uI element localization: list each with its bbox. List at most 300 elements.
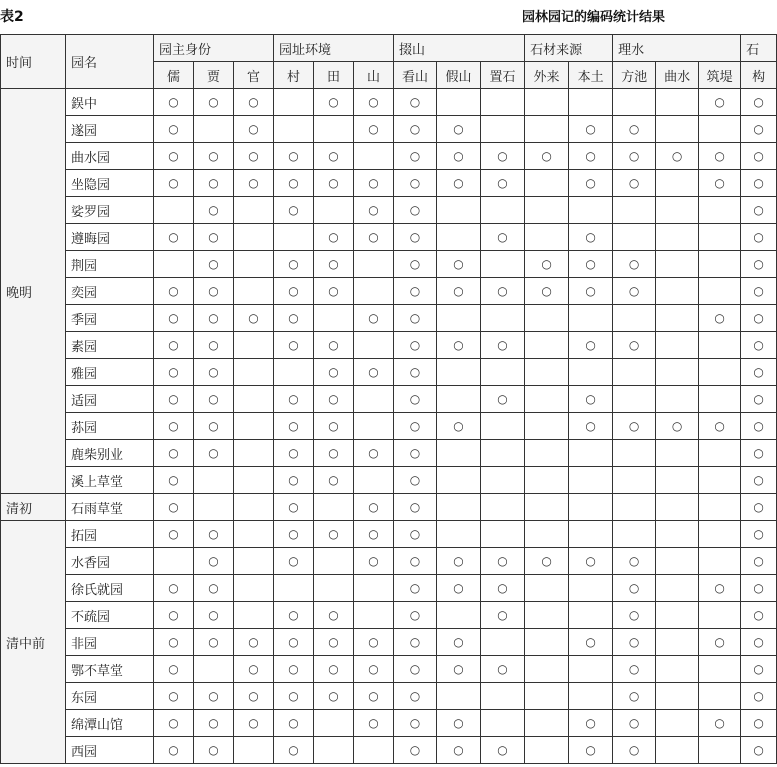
table-row <box>1 494 777 521</box>
circle-mark-icon: ○ <box>753 203 764 217</box>
mark-cell <box>314 89 354 116</box>
mark-cell <box>154 656 194 683</box>
circle-mark-icon: ○ <box>628 419 640 433</box>
mark-cell <box>154 170 194 197</box>
mark-cell <box>741 656 777 683</box>
circle-mark-icon: ○ <box>288 311 299 325</box>
garden-name-cell: 鹿柴别业 <box>66 440 154 467</box>
mark-cell <box>274 386 314 413</box>
circle-mark-icon: ○ <box>628 662 640 676</box>
mark-cell <box>314 467 354 494</box>
mark-cell <box>481 359 525 386</box>
circle-mark-icon: ○ <box>208 203 219 217</box>
mark-cell <box>154 737 194 764</box>
mark-cell <box>234 548 274 575</box>
mark-cell <box>274 332 314 359</box>
mark-cell <box>154 305 194 332</box>
table-row <box>1 116 777 143</box>
circle-mark-icon: ○ <box>328 635 339 649</box>
mark-cell <box>154 683 194 710</box>
table-row <box>1 656 777 683</box>
circle-mark-icon: ○ <box>168 338 179 352</box>
circle-mark-icon: ○ <box>168 608 179 622</box>
mark-cell <box>699 197 741 224</box>
mark-cell <box>656 440 699 467</box>
circle-mark-icon: ○ <box>168 95 179 109</box>
header-column: 构 <box>741 62 777 89</box>
mark-cell <box>699 170 741 197</box>
table-body <box>1 89 777 764</box>
mark-cell <box>481 251 525 278</box>
mark-cell <box>394 386 437 413</box>
circle-mark-icon: ○ <box>409 446 421 460</box>
mark-cell <box>394 683 437 710</box>
circle-mark-icon: ○ <box>168 230 179 244</box>
period-cell: 清初 <box>1 494 66 521</box>
circle-mark-icon: ○ <box>585 257 596 271</box>
garden-name-cell: 荆园 <box>66 251 154 278</box>
mark-cell <box>194 89 234 116</box>
mark-cell <box>274 629 314 656</box>
circle-mark-icon: ○ <box>208 176 219 190</box>
mark-cell <box>481 710 525 737</box>
mark-cell <box>741 494 777 521</box>
mark-cell <box>274 143 314 170</box>
garden-name-cell: 季园 <box>66 305 154 332</box>
mark-cell <box>613 440 656 467</box>
mark-cell <box>699 737 741 764</box>
circle-mark-icon: ○ <box>671 419 683 433</box>
circle-mark-icon: ○ <box>628 635 640 649</box>
mark-cell <box>354 467 394 494</box>
mark-cell <box>314 710 354 737</box>
mark-cell <box>656 197 699 224</box>
header-column: 筑堤 <box>699 62 741 89</box>
mark-cell <box>194 116 234 143</box>
circle-mark-icon: ○ <box>541 257 552 271</box>
mark-cell <box>569 251 613 278</box>
mark-cell <box>481 440 525 467</box>
mark-cell <box>656 278 699 305</box>
mark-cell <box>525 386 569 413</box>
mark-cell <box>481 278 525 305</box>
mark-cell <box>525 656 569 683</box>
circle-mark-icon: ○ <box>208 257 219 271</box>
circle-mark-icon: ○ <box>753 743 764 757</box>
mark-cell <box>699 386 741 413</box>
circle-mark-icon: ○ <box>714 95 725 109</box>
mark-cell <box>394 332 437 359</box>
mark-cell <box>699 143 741 170</box>
mark-cell <box>741 197 777 224</box>
circle-mark-icon: ○ <box>753 338 764 352</box>
mark-cell <box>154 89 194 116</box>
mark-cell <box>194 656 234 683</box>
mark-cell <box>194 710 234 737</box>
table-number: 表2 <box>0 9 24 25</box>
circle-mark-icon: ○ <box>328 608 339 622</box>
circle-mark-icon: ○ <box>368 635 379 649</box>
circle-mark-icon: ○ <box>409 473 421 487</box>
mark-cell <box>234 278 274 305</box>
mark-cell <box>656 251 699 278</box>
mark-cell <box>699 89 741 116</box>
garden-name-cell: 鋘中 <box>66 89 154 116</box>
circle-mark-icon: ○ <box>248 176 259 190</box>
mark-cell <box>481 656 525 683</box>
circle-mark-icon: ○ <box>628 338 640 352</box>
mark-cell <box>481 197 525 224</box>
mark-cell <box>656 116 699 143</box>
mark-cell <box>656 467 699 494</box>
mark-cell <box>656 656 699 683</box>
mark-cell <box>613 143 656 170</box>
mark-cell <box>234 683 274 710</box>
circle-mark-icon: ○ <box>328 392 339 406</box>
circle-mark-icon: ○ <box>288 500 299 514</box>
circle-mark-icon: ○ <box>409 689 421 703</box>
mark-cell <box>234 143 274 170</box>
mark-cell <box>613 683 656 710</box>
header-column: 本土 <box>569 62 613 89</box>
circle-mark-icon: ○ <box>248 122 259 136</box>
mark-cell <box>699 656 741 683</box>
mark-cell <box>314 251 354 278</box>
circle-mark-icon: ○ <box>409 284 421 298</box>
circle-mark-icon: ○ <box>409 581 421 595</box>
circle-mark-icon: ○ <box>168 149 179 163</box>
mark-cell <box>154 224 194 251</box>
mark-cell <box>437 278 481 305</box>
header-name: 园名 <box>66 35 154 89</box>
mark-cell <box>194 548 234 575</box>
table-row <box>1 143 777 170</box>
header-column: 假山 <box>437 62 481 89</box>
circle-mark-icon: ○ <box>714 419 725 433</box>
circle-mark-icon: ○ <box>585 284 596 298</box>
circle-mark-icon: ○ <box>368 95 379 109</box>
mark-cell <box>394 413 437 440</box>
circle-mark-icon: ○ <box>288 635 299 649</box>
circle-mark-icon: ○ <box>453 635 464 649</box>
mark-cell <box>274 602 314 629</box>
mark-cell <box>569 548 613 575</box>
mark-cell <box>437 305 481 332</box>
mark-cell <box>274 197 314 224</box>
mark-cell <box>437 494 481 521</box>
circle-mark-icon: ○ <box>753 122 764 136</box>
mark-cell <box>234 737 274 764</box>
garden-name-cell: 娑罗园 <box>66 197 154 224</box>
circle-mark-icon: ○ <box>453 149 464 163</box>
mark-cell <box>656 359 699 386</box>
mark-cell <box>194 224 234 251</box>
circle-mark-icon: ○ <box>208 230 219 244</box>
period-cell: 清中前 <box>1 521 66 764</box>
mark-cell <box>699 521 741 548</box>
mark-cell <box>741 710 777 737</box>
mark-cell <box>394 548 437 575</box>
mark-cell <box>194 170 234 197</box>
mark-cell <box>613 386 656 413</box>
mark-cell <box>437 521 481 548</box>
circle-mark-icon: ○ <box>288 392 299 406</box>
circle-mark-icon: ○ <box>628 554 640 568</box>
garden-name-cell: 不疏园 <box>66 602 154 629</box>
mark-cell <box>613 251 656 278</box>
mark-cell <box>394 89 437 116</box>
mark-cell <box>274 521 314 548</box>
mark-cell <box>314 440 354 467</box>
circle-mark-icon: ○ <box>288 662 299 676</box>
circle-mark-icon: ○ <box>753 608 764 622</box>
circle-mark-icon: ○ <box>628 122 640 136</box>
circle-mark-icon: ○ <box>753 662 764 676</box>
circle-mark-icon: ○ <box>585 743 596 757</box>
mark-cell <box>154 413 194 440</box>
circle-mark-icon: ○ <box>288 473 299 487</box>
circle-mark-icon: ○ <box>409 527 421 541</box>
mark-cell <box>314 116 354 143</box>
garden-name-cell: 溪上草堂 <box>66 467 154 494</box>
circle-mark-icon: ○ <box>368 662 379 676</box>
circle-mark-icon: ○ <box>368 176 379 190</box>
mark-cell <box>741 278 777 305</box>
circle-mark-icon: ○ <box>368 365 379 379</box>
mark-cell <box>394 629 437 656</box>
mark-cell <box>194 683 234 710</box>
mark-cell <box>613 737 656 764</box>
garden-name-cell: 绵潭山馆 <box>66 710 154 737</box>
header-column: 方池 <box>613 62 656 89</box>
mark-cell <box>194 629 234 656</box>
mark-cell <box>481 89 525 116</box>
circle-mark-icon: ○ <box>497 230 508 244</box>
mark-cell <box>354 710 394 737</box>
mark-cell <box>354 656 394 683</box>
mark-cell <box>741 683 777 710</box>
circle-mark-icon: ○ <box>585 716 596 730</box>
circle-mark-icon: ○ <box>288 284 299 298</box>
mark-cell <box>194 413 234 440</box>
mark-cell <box>525 737 569 764</box>
mark-cell <box>394 359 437 386</box>
mark-cell <box>525 413 569 440</box>
mark-cell <box>656 224 699 251</box>
circle-mark-icon: ○ <box>753 311 764 325</box>
garden-name-cell: 素园 <box>66 332 154 359</box>
mark-cell <box>314 332 354 359</box>
circle-mark-icon: ○ <box>714 149 725 163</box>
mark-cell <box>354 332 394 359</box>
mark-cell <box>194 359 234 386</box>
mark-cell <box>741 143 777 170</box>
circle-mark-icon: ○ <box>288 689 299 703</box>
garden-name-cell: 石雨草堂 <box>66 494 154 521</box>
mark-cell <box>154 116 194 143</box>
circle-mark-icon: ○ <box>409 608 421 622</box>
circle-mark-icon: ○ <box>497 284 508 298</box>
table-row <box>1 683 777 710</box>
circle-mark-icon: ○ <box>368 500 379 514</box>
circle-mark-icon: ○ <box>208 392 219 406</box>
circle-mark-icon: ○ <box>753 446 764 460</box>
mark-cell <box>569 656 613 683</box>
mark-cell <box>699 575 741 602</box>
table-row <box>1 602 777 629</box>
circle-mark-icon: ○ <box>328 284 339 298</box>
circle-mark-icon: ○ <box>753 635 764 649</box>
circle-mark-icon: ○ <box>328 419 339 433</box>
mark-cell <box>314 683 354 710</box>
mark-cell <box>394 521 437 548</box>
mark-cell <box>154 359 194 386</box>
mark-cell <box>234 386 274 413</box>
mark-cell <box>656 386 699 413</box>
table-row <box>1 629 777 656</box>
mark-cell <box>154 710 194 737</box>
mark-cell <box>569 332 613 359</box>
circle-mark-icon: ○ <box>328 95 339 109</box>
circle-mark-icon: ○ <box>409 392 421 406</box>
mark-cell <box>194 332 234 359</box>
mark-cell <box>354 683 394 710</box>
circle-mark-icon: ○ <box>541 284 552 298</box>
mark-cell <box>525 278 569 305</box>
table-row <box>1 575 777 602</box>
mark-cell <box>234 656 274 683</box>
mark-cell <box>437 332 481 359</box>
mark-cell <box>613 116 656 143</box>
circle-mark-icon: ○ <box>208 365 219 379</box>
mark-cell <box>656 629 699 656</box>
circle-mark-icon: ○ <box>453 419 464 433</box>
mark-cell <box>437 467 481 494</box>
mark-cell <box>741 737 777 764</box>
circle-mark-icon: ○ <box>628 608 640 622</box>
mark-cell <box>394 602 437 629</box>
mark-cell <box>354 548 394 575</box>
mark-cell <box>274 170 314 197</box>
mark-cell <box>481 116 525 143</box>
table-row <box>1 440 777 467</box>
mark-cell <box>354 116 394 143</box>
circle-mark-icon: ○ <box>753 176 764 190</box>
circle-mark-icon: ○ <box>628 743 640 757</box>
mark-cell <box>234 575 274 602</box>
mark-cell <box>437 737 481 764</box>
mark-cell <box>699 602 741 629</box>
mark-cell <box>274 305 314 332</box>
circle-mark-icon: ○ <box>208 689 219 703</box>
mark-cell <box>656 494 699 521</box>
circle-mark-icon: ○ <box>208 554 219 568</box>
mark-cell <box>613 656 656 683</box>
circle-mark-icon: ○ <box>168 635 179 649</box>
mark-cell <box>234 251 274 278</box>
mark-cell <box>274 467 314 494</box>
circle-mark-icon: ○ <box>497 743 508 757</box>
mark-cell <box>699 629 741 656</box>
mark-cell <box>741 224 777 251</box>
mark-cell <box>234 197 274 224</box>
mark-cell <box>613 197 656 224</box>
circle-mark-icon: ○ <box>368 122 379 136</box>
mark-cell <box>394 656 437 683</box>
garden-name-cell: 曲水园 <box>66 143 154 170</box>
mark-cell <box>394 575 437 602</box>
garden-name-cell: 荪园 <box>66 413 154 440</box>
mark-cell <box>354 575 394 602</box>
mark-cell <box>234 305 274 332</box>
mark-cell <box>656 521 699 548</box>
table-row <box>1 467 777 494</box>
header-column: 田 <box>314 62 354 89</box>
mark-cell <box>274 89 314 116</box>
circle-mark-icon: ○ <box>208 527 219 541</box>
header-column: 曲水 <box>656 62 699 89</box>
circle-mark-icon: ○ <box>497 176 508 190</box>
mark-cell <box>525 359 569 386</box>
mark-cell <box>394 710 437 737</box>
mark-cell <box>613 413 656 440</box>
circle-mark-icon: ○ <box>409 500 421 514</box>
circle-mark-icon: ○ <box>409 365 421 379</box>
mark-cell <box>314 197 354 224</box>
mark-cell <box>741 305 777 332</box>
mark-cell <box>234 170 274 197</box>
mark-cell <box>525 89 569 116</box>
circle-mark-icon: ○ <box>168 284 179 298</box>
mark-cell <box>569 602 613 629</box>
mark-cell <box>699 440 741 467</box>
mark-cell <box>613 575 656 602</box>
mark-cell <box>154 278 194 305</box>
mark-cell <box>354 629 394 656</box>
mark-cell <box>314 656 354 683</box>
circle-mark-icon: ○ <box>208 743 219 757</box>
mark-cell <box>741 251 777 278</box>
table-row <box>1 710 777 737</box>
mark-cell <box>525 440 569 467</box>
circle-mark-icon: ○ <box>328 446 339 460</box>
circle-mark-icon: ○ <box>453 743 464 757</box>
circle-mark-icon: ○ <box>753 527 764 541</box>
circle-mark-icon: ○ <box>753 554 764 568</box>
mark-cell <box>481 629 525 656</box>
mark-cell <box>437 656 481 683</box>
mark-cell <box>354 251 394 278</box>
circle-mark-icon: ○ <box>585 419 596 433</box>
circle-mark-icon: ○ <box>497 149 508 163</box>
mark-cell <box>569 629 613 656</box>
circle-mark-icon: ○ <box>368 527 379 541</box>
circle-mark-icon: ○ <box>368 716 379 730</box>
mark-cell <box>525 251 569 278</box>
mark-cell <box>437 386 481 413</box>
circle-mark-icon: ○ <box>288 527 299 541</box>
circle-mark-icon: ○ <box>168 122 179 136</box>
mark-cell <box>569 386 613 413</box>
header-group-rockery: 掇山 <box>394 35 525 62</box>
mark-cell <box>274 737 314 764</box>
mark-cell <box>481 305 525 332</box>
mark-cell <box>656 548 699 575</box>
mark-cell <box>481 386 525 413</box>
circle-mark-icon: ○ <box>288 176 299 190</box>
mark-cell <box>274 413 314 440</box>
mark-cell <box>437 602 481 629</box>
